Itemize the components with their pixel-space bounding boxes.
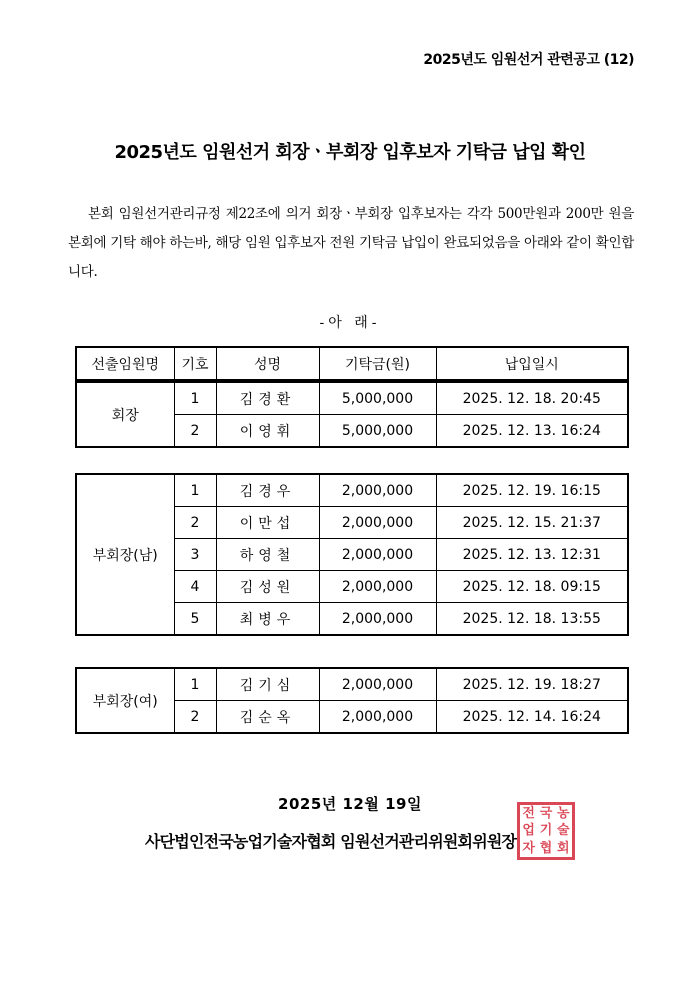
role-cell: 부회장(남): [76, 474, 174, 635]
document-title: 2025년도 임원선거 회장ㆍ부회장 입후보자 기탁금 납입 확인: [114, 142, 586, 163]
name-cell: 하영철: [216, 539, 319, 571]
name-cell: 김경환: [216, 382, 319, 415]
no-cell: 4: [174, 571, 216, 603]
deposit-cell: 2,000,000: [319, 571, 436, 603]
date-cell: 2025. 12. 18. 13:55: [436, 603, 628, 636]
no-cell: 1: [174, 668, 216, 701]
issuer-name: 사단법인전국농업기술자협회 임원선거관리위원회위원장: [145, 832, 517, 851]
date-cell: 2025. 12. 15. 21:37: [436, 507, 628, 539]
note-marker: -아 래-: [319, 315, 381, 331]
no-cell: 2: [174, 701, 216, 734]
seal-char: 농: [557, 806, 570, 821]
table-row: [76, 668, 628, 701]
vice-president-female-table: [75, 667, 629, 734]
seal-char: 술: [557, 823, 570, 839]
date-cell: 2025. 12. 13. 12:31: [436, 539, 628, 571]
table-row: [76, 474, 628, 507]
date-cell: 2025. 12. 19. 16:15: [436, 474, 628, 507]
header-date: 납입일시: [436, 347, 628, 380]
no-cell: 2: [174, 415, 216, 448]
no-cell: 1: [174, 382, 216, 415]
deposit-cell: 2,000,000: [319, 668, 436, 701]
body-paragraph: 본회 임원선거관리규정 제22조에 의거 회장ㆍ부회장 입후보자는 각각 500만원과 200만 원을 본회에 기탁 해야 하는바, 해당 임원 입후보자 전원 기탁금 납입이 완료되었음을 아래와 같이 확인합니다.: [68, 206, 634, 280]
seal-char: 업: [522, 823, 535, 839]
deposit-cell: 2,000,000: [319, 539, 436, 571]
no-cell: 5: [174, 603, 216, 636]
date-cell: 2025. 12. 18. 09:15: [436, 571, 628, 603]
document-reference: 2025년도 임원선거 관련공고 (12): [423, 52, 634, 68]
date-cell: 2025. 12. 19. 18:27: [436, 668, 628, 701]
seal-char: 전: [522, 806, 535, 821]
header-name: 성명: [216, 347, 319, 380]
date-cell: 2025. 12. 14. 16:24: [436, 701, 628, 734]
name-cell: 김순옥: [216, 701, 319, 734]
role-cell: 회장: [76, 382, 174, 447]
header-role: 선출임원명: [76, 347, 174, 380]
deposit-cell: 5,000,000: [319, 415, 436, 448]
issue-date: 2025년 12월 19일: [278, 795, 422, 813]
seal-char: 회: [557, 840, 570, 856]
deposit-cell: 2,000,000: [319, 474, 436, 507]
no-cell: 1: [174, 474, 216, 507]
deposit-cell: 2,000,000: [319, 603, 436, 636]
seal-char: 자: [522, 840, 535, 856]
no-cell: 2: [174, 507, 216, 539]
name-cell: 최병우: [216, 603, 319, 636]
name-cell: 이영휘: [216, 415, 319, 448]
president-table: [75, 381, 629, 448]
table-row: [76, 382, 628, 415]
name-cell: 김기심: [216, 668, 319, 701]
name-cell: 김성원: [216, 571, 319, 603]
header-deposit: 기탁금(원): [319, 347, 436, 380]
header-no: 기호: [174, 347, 216, 380]
name-cell: 이만섭: [216, 507, 319, 539]
deposit-cell: 2,000,000: [319, 507, 436, 539]
date-cell: 2025. 12. 13. 16:24: [436, 415, 628, 448]
deposit-table-header: [75, 346, 629, 381]
name-cell: 김경우: [216, 474, 319, 507]
deposit-cell: 2,000,000: [319, 701, 436, 734]
official-seal: [517, 802, 575, 860]
no-cell: 3: [174, 539, 216, 571]
deposit-cell: 5,000,000: [319, 382, 436, 415]
vice-president-male-table: [75, 473, 629, 636]
seal-char: 국: [539, 806, 553, 821]
date-cell: 2025. 12. 18. 20:45: [436, 382, 628, 415]
role-cell: 부회장(여): [76, 668, 174, 733]
seal-char: 협: [539, 840, 553, 856]
seal-char: 기: [539, 823, 553, 839]
